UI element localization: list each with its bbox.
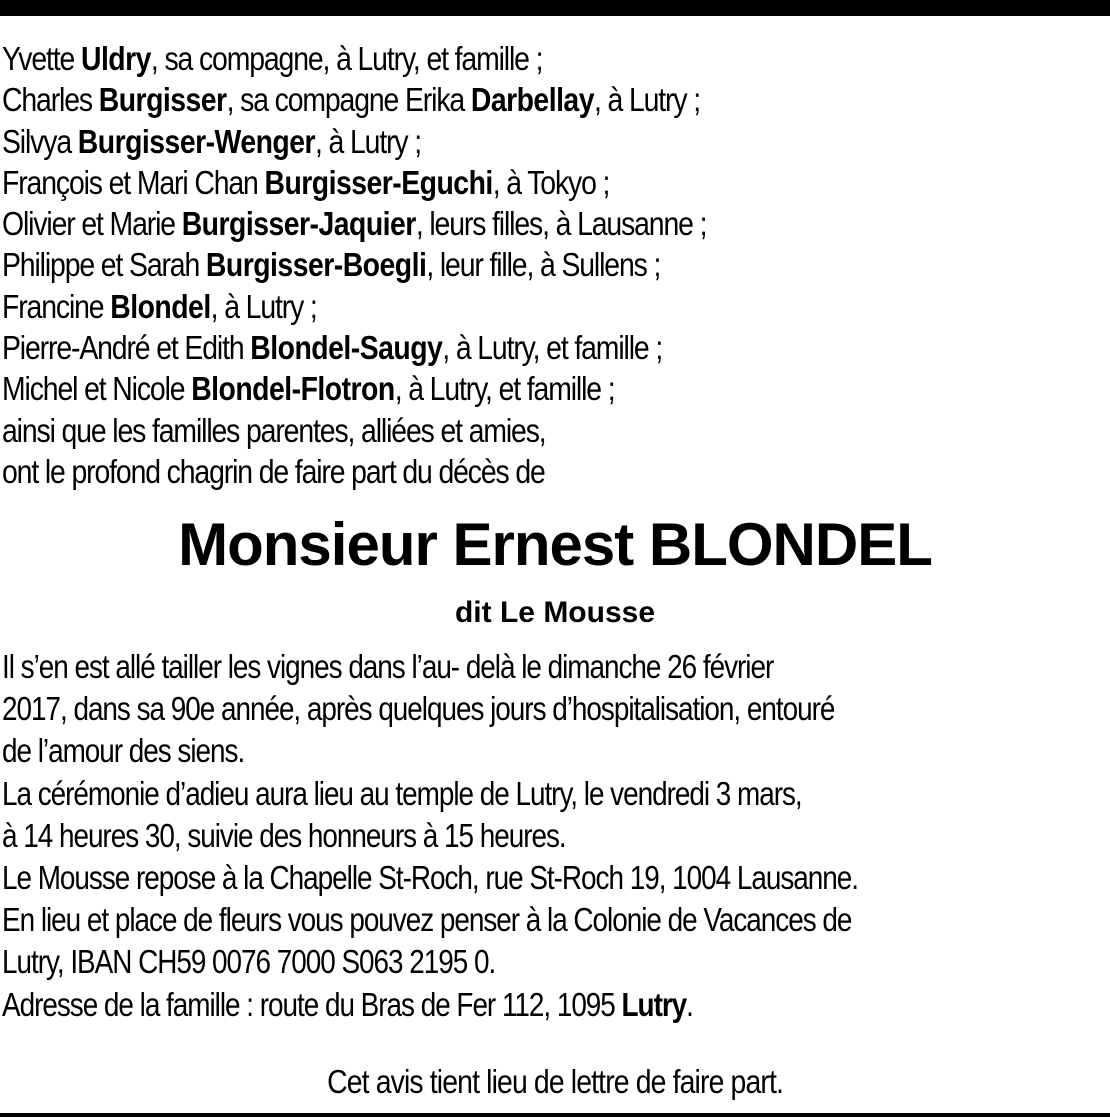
family-line: François et Mari Chan Burgisser-Eguchi, à Tokyo ;: [2, 163, 610, 201]
family-line: ainsi que les familles parentes, alliées et amies,: [2, 411, 546, 449]
top-rule: [0, 0, 1110, 16]
family-line: Olivier et Marie Burgisser-Jaquier, leurs filles, à Lausanne ;: [2, 205, 707, 243]
details-line: En lieu et place de fleurs vous pouvez penser à la Colonie de Vacances de: [2, 901, 852, 939]
details-line: La cérémonie d’adieu aura lieu au temple de Lutry, le vendredi 3 mars,: [2, 774, 802, 812]
family-line: Charles Burgisser, sa compagne Erika Darbellay, à Lutry ;: [2, 81, 700, 119]
closing-note: Cet avis tient lieu de lettre de faire part.: [327, 1063, 783, 1100]
details-line: Le Mousse repose à la Chapelle St-Roch, rue St-Roch 19, 1004 Lausanne.: [2, 858, 858, 896]
obituary-details: [2, 646, 1092, 1026]
details-line: Adresse de la famille : route du Bras de Fer 112, 1095 Lutry.: [2, 985, 693, 1023]
family-line: Philippe et Sarah Burgisser-Boegli, leur fille, à Sullens ;: [2, 246, 661, 284]
family-line: Pierre-André et Edith Blondel-Saugy, à Lutry, et famille ;: [2, 329, 663, 367]
family-line: Silvya Burgisser-Wenger, à Lutry ;: [2, 122, 422, 160]
details-line: Il s’en est allé tailler les vignes dans l’au- delà le dimanche 26 février: [2, 648, 774, 685]
bottom-rule: [0, 1113, 1110, 1117]
family-line: ont le profond chagrin de faire part du décès de: [2, 452, 545, 490]
family-line: Yvette Uldry, sa compagne, à Lutry, et famille ;: [2, 40, 543, 77]
details-line: 2017, dans sa 90e année, après quelques jours d’hospitalisation, entouré: [2, 690, 835, 728]
details-line: de l’amour des siens.: [2, 732, 245, 770]
details-line: à 14 heures 30, suivie des honneurs à 15 heures.: [2, 816, 566, 854]
family-list: [2, 38, 948, 492]
deceased-name: Monsieur Ernest BLONDEL: [178, 511, 932, 578]
family-line: Michel et Nicole Blondel-Flotron, à Lutry, et famille ;: [2, 370, 615, 408]
deceased-nickname: dit Le Mousse: [454, 596, 656, 629]
details-line: Lutry, IBAN CH59 0076 7000 S063 2195 0.: [2, 943, 496, 981]
family-line: Francine Blondel, à Lutry ;: [2, 287, 317, 325]
